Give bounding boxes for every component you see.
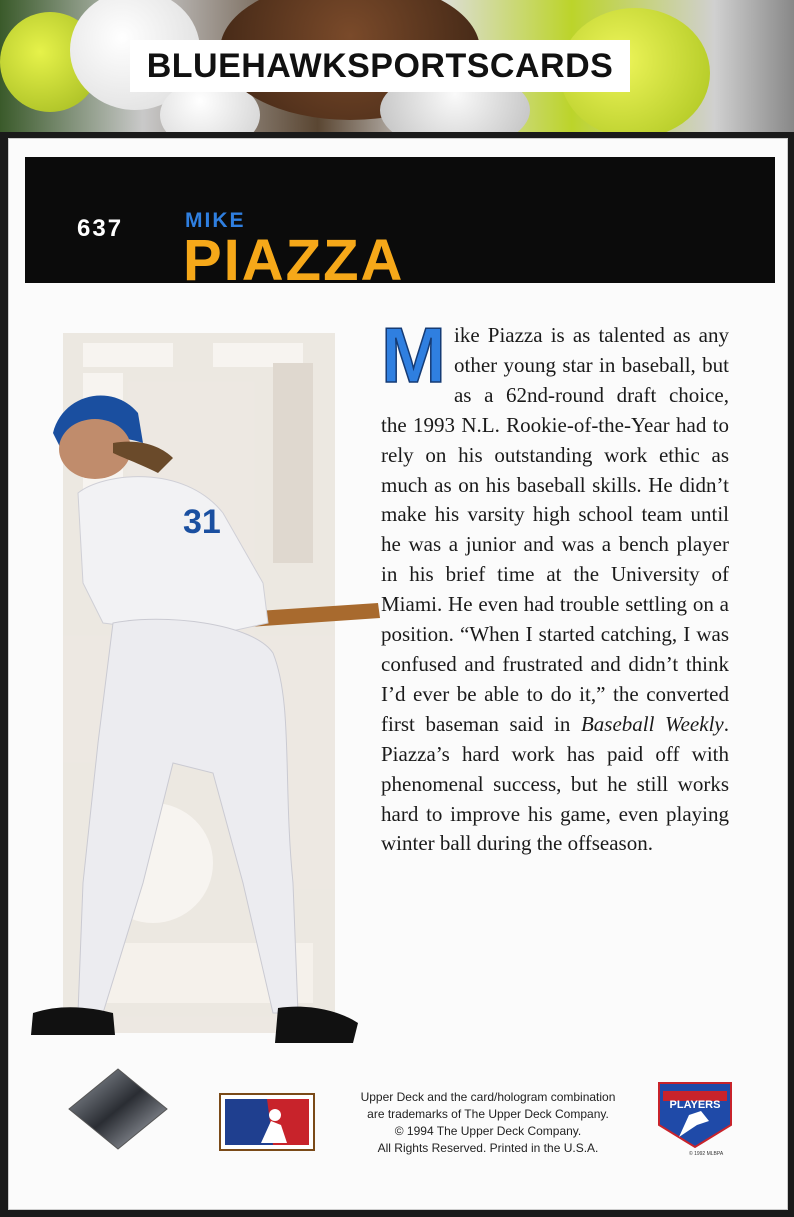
hologram-icon [67, 1067, 169, 1151]
store-title: BLUEHAWKSPORTSCARDS [130, 40, 630, 92]
legal-line: are trademarks of The Upper Deck Company. [367, 1107, 609, 1121]
bio-text-part2: . Piazza’s hard work has paid off with phenomenal success, but he still works hard to improve his game, even playing winter ball during the offseason. [381, 711, 729, 856]
players-logo-text: PLAYERS [669, 1099, 721, 1111]
card-number: 637 [77, 215, 124, 242]
player-first-name: MIKE [185, 209, 246, 232]
legal-line: Upper Deck and the card/hologram combination [360, 1090, 616, 1104]
players-association-logo-icon [657, 1081, 733, 1149]
player-biography [381, 311, 729, 859]
legal-text [349, 1089, 627, 1157]
bio-publication: Baseball Weekly [580, 711, 724, 736]
player-last-name: PIAZZA [183, 228, 405, 293]
mlbpa-mark: © 1992 MLBPA [689, 1151, 724, 1157]
mlb-logo-icon [219, 1093, 315, 1151]
jersey-number: 31 [183, 503, 221, 541]
player-photo [23, 323, 383, 1053]
card-header [25, 157, 775, 293]
legal-line: © 1994 The Upper Deck Company. [394, 1124, 582, 1138]
legal-line: All Rights Reserved. Printed in the U.S.A. [377, 1141, 599, 1155]
trading-card-back [8, 138, 788, 1210]
bio-text-part1: ike Piazza is as talented as any other young star in baseball, but as a 62nd-round draft choice, the 1993 N.L. Rookie-of-the-Year had to rely on his outstanding work ethic as much as on his baseball skills. He didn’t make his varsity high school team until he was a junior and was a bench player in his brief time at the University of Miami. He even had trouble settling on a position. “When I started catching, I was confused and frustrated and didn’t think I’d ever be able to do it,” the converted first baseman said in [381, 323, 729, 736]
store-banner [0, 0, 794, 132]
bio-dropcap: M [381, 311, 446, 399]
